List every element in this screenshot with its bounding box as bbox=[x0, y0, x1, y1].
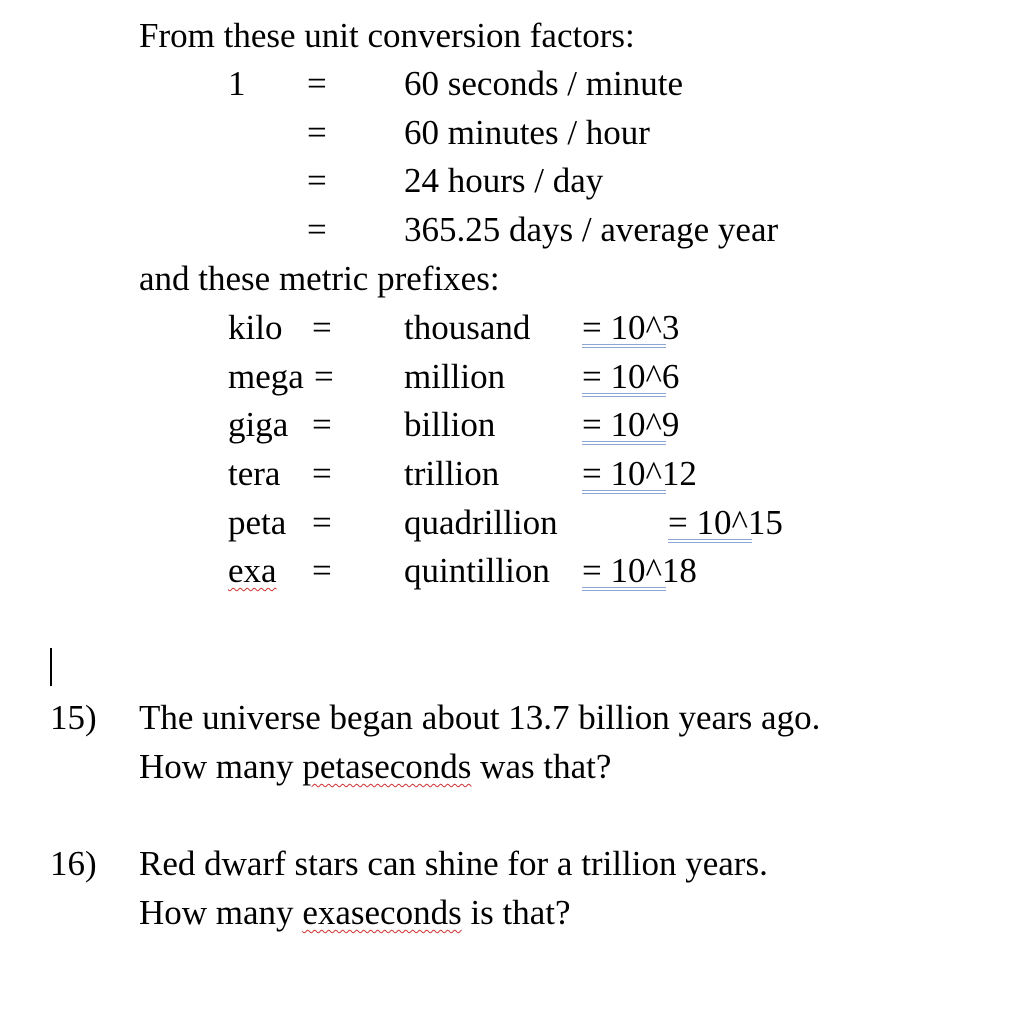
double-underline bbox=[582, 393, 666, 397]
prefix-word: quadrillion bbox=[404, 503, 558, 542]
prefix-power: = 10^15 bbox=[668, 503, 783, 542]
prefix-power: = 10^12 bbox=[582, 454, 697, 493]
prefix-word: billion bbox=[404, 405, 496, 444]
prefix-equals: = bbox=[312, 308, 332, 347]
prefix-word: million bbox=[404, 357, 506, 396]
spell-check-term: exaseconds bbox=[302, 893, 462, 932]
double-underline bbox=[668, 539, 752, 543]
double-underline bbox=[582, 587, 666, 591]
question-number: 15) bbox=[50, 698, 97, 737]
prefix-name: mega bbox=[228, 357, 304, 396]
spell-check-term: petaseconds bbox=[302, 747, 472, 786]
double-underline bbox=[582, 344, 666, 348]
prefix-name: exa bbox=[228, 551, 277, 590]
prefix-equals: = bbox=[312, 405, 332, 444]
conversion-equals: = bbox=[307, 113, 327, 152]
question-line: Red dwarf stars can shine for a trillion years. bbox=[139, 844, 768, 883]
prefix-equals: = bbox=[312, 551, 332, 590]
prefix-name: kilo bbox=[228, 308, 283, 347]
double-underline bbox=[582, 441, 666, 445]
conversion-lhs: 1 bbox=[228, 64, 246, 103]
prefix-intro-text: and these metric prefixes: bbox=[139, 259, 500, 298]
conversion-factor: 24 hours / day bbox=[404, 161, 604, 200]
question-line: The universe began about 13.7 billion years ago. bbox=[139, 698, 821, 737]
double-underline bbox=[582, 490, 666, 494]
prefix-equals: = bbox=[314, 357, 334, 396]
prefix-power: = 10^18 bbox=[582, 551, 697, 590]
prefix-name: peta bbox=[228, 503, 287, 542]
prefix-equals: = bbox=[312, 503, 332, 542]
prefix-power: = 10^9 bbox=[582, 405, 680, 444]
prefix-word: trillion bbox=[404, 454, 500, 493]
prefix-equals: = bbox=[312, 454, 332, 493]
conversion-factor: 60 seconds / minute bbox=[404, 64, 683, 103]
question-line: How many petaseconds was that? bbox=[139, 747, 612, 786]
prefix-word: quintillion bbox=[404, 551, 550, 590]
conversion-factor: 365.25 days / average year bbox=[404, 210, 779, 249]
prefix-name: giga bbox=[228, 405, 289, 444]
conversion-equals: = bbox=[307, 210, 327, 249]
question-line: How many exaseconds is that? bbox=[139, 893, 571, 932]
text-cursor[interactable] bbox=[50, 648, 52, 686]
prefix-power: = 10^3 bbox=[582, 308, 680, 347]
conversion-equals: = bbox=[307, 161, 327, 200]
intro-text: From these unit conversion factors: bbox=[139, 16, 635, 55]
conversion-factor: 60 minutes / hour bbox=[404, 113, 650, 152]
prefix-name: tera bbox=[228, 454, 281, 493]
conversion-equals: = bbox=[307, 64, 327, 103]
question-number: 16) bbox=[50, 844, 97, 883]
prefix-power: = 10^6 bbox=[582, 357, 680, 396]
prefix-word: thousand bbox=[404, 308, 531, 347]
